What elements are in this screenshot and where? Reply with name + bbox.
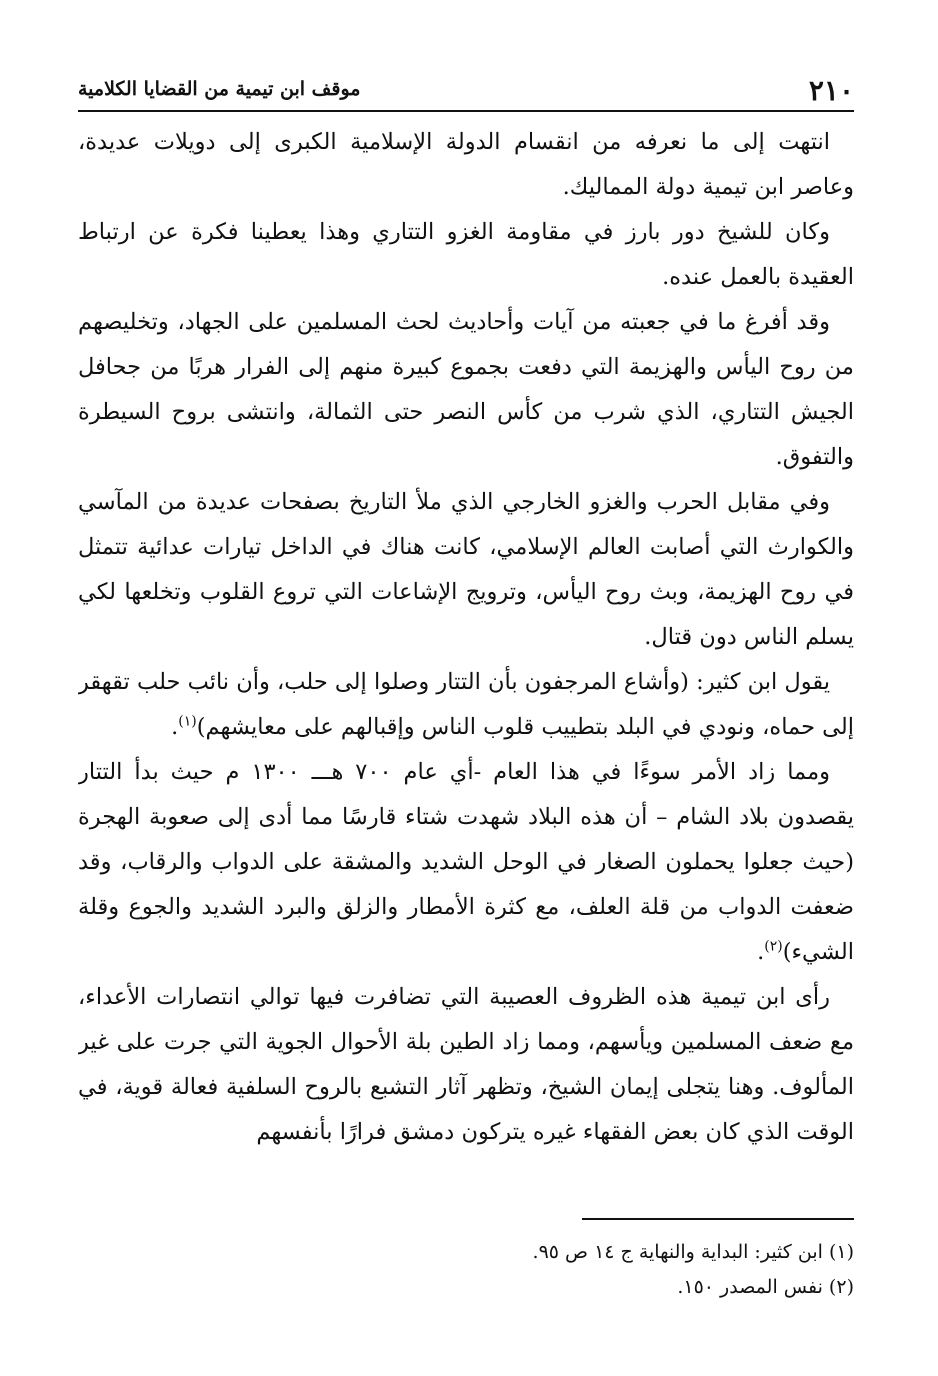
main-text	[78, 120, 854, 1210]
footnote-reference: (١)	[178, 713, 197, 730]
paragraph-text: وفي مقابل الحرب والغزو الخارجي الذي ملأ التاريخ بصفحات عديدة من المآسي والكوارث التي أصابت العالم الإسلامي، كانت هناك في الداخل تيارات عدائية تتمثل في روح الهزيمة، وبث روح اليأس، وترويج الإشاعات التي تروع القلوب وتخلعها لكي يسلم الناس دون قتال.	[78, 489, 854, 650]
footnote: (٢) نفس المصدر ١٥٠.	[677, 1276, 854, 1298]
footnote-reference: (٢)	[764, 938, 783, 955]
paragraph-text: وكان للشيخ دور بارز في مقاومة الغزو التتاري وهذا يعطينا فكرة عن ارتباط العقيدة بالعمل عنده.	[78, 219, 854, 290]
footnote: (١) ابن كثير: البداية والنهاية ج ١٤ ص ٩٥.	[532, 1241, 854, 1263]
paragraph-text: انتهت إلى ما نعرفه من انقسام الدولة الإسلامية الكبرى إلى دويلات عديدة، وعاصر ابن تيمية دولة المماليك.	[78, 129, 854, 200]
header-divider	[78, 110, 854, 112]
paragraph	[78, 750, 854, 975]
running-header	[78, 62, 854, 112]
paragraph-text: يقول ابن كثير: (وأشاع المرجفون بأن التتار وصلوا إلى حلب، وأن نائب حلب تقهقر إلى حماه، ونودي في البلد بتطييب قلوب الناس وإقبالهم على معايشهم)	[78, 669, 854, 740]
paragraph-text: ومما زاد الأمر سوءًا في هذا العام -أي عام ٧٠٠ هـــ ١٣٠٠ م حيث بدأ التتار يقصدون بلاد الشام – أن هذه البلاد شهدت شتاء قارسًا مما أدى إلى صعوبة الهجرة (حيث جعلوا يحملون الصغار في الوحل الشديد والمشقة على الدواب والرقاب، وقد ضعفت الدواب من قلة العلف، مع كثرة الأمطار والزلق والبرد الشديد والجوع وقلة الشيء)	[78, 759, 854, 965]
paragraph-text: رأى ابن تيمية هذه الظروف العصيبة التي تضافرت فيها توالي انتصارات الأعداء، مع ضعف المسلمين ويأسهم، ومما زاد الطين بلة الأحوال الجوية التي جرت على غير المألوف. وهنا يتجلى إيمان الشيخ، وتظهر آثار التشبع بالروح السلفية فعالة قوية، في الوقت الذي كان بعض الفقهاء غيره يتركون دمشق فرارًا بأنفسهم	[78, 984, 854, 1145]
footnote-divider	[582, 1218, 854, 1220]
sentence-end: .	[171, 714, 179, 740]
paragraph	[78, 660, 854, 750]
paragraph	[78, 975, 854, 1155]
paragraph	[78, 210, 854, 300]
sentence-end: .	[757, 939, 765, 965]
paragraph	[78, 300, 854, 480]
footnotes	[78, 1236, 854, 1306]
paragraph	[78, 480, 854, 660]
running-title: موقف ابن تيمية من القضايا الكلامية	[78, 78, 361, 100]
paragraph-text: وقد أفرغ ما في جعبته من آيات وأحاديث لحث المسلمين على الجهاد، وتخليصهم من روح اليأس والهزيمة التي دفعت بجموع كبيرة منهم إلى الفرار هربًا من جحافل الجيش التتاري، الذي شرب من كأس النصر حتى الثمالة، وانتشى بروح السيطرة والتفوق.	[78, 309, 854, 470]
paragraph	[78, 120, 854, 210]
page-number: ٢١٠	[808, 74, 854, 107]
